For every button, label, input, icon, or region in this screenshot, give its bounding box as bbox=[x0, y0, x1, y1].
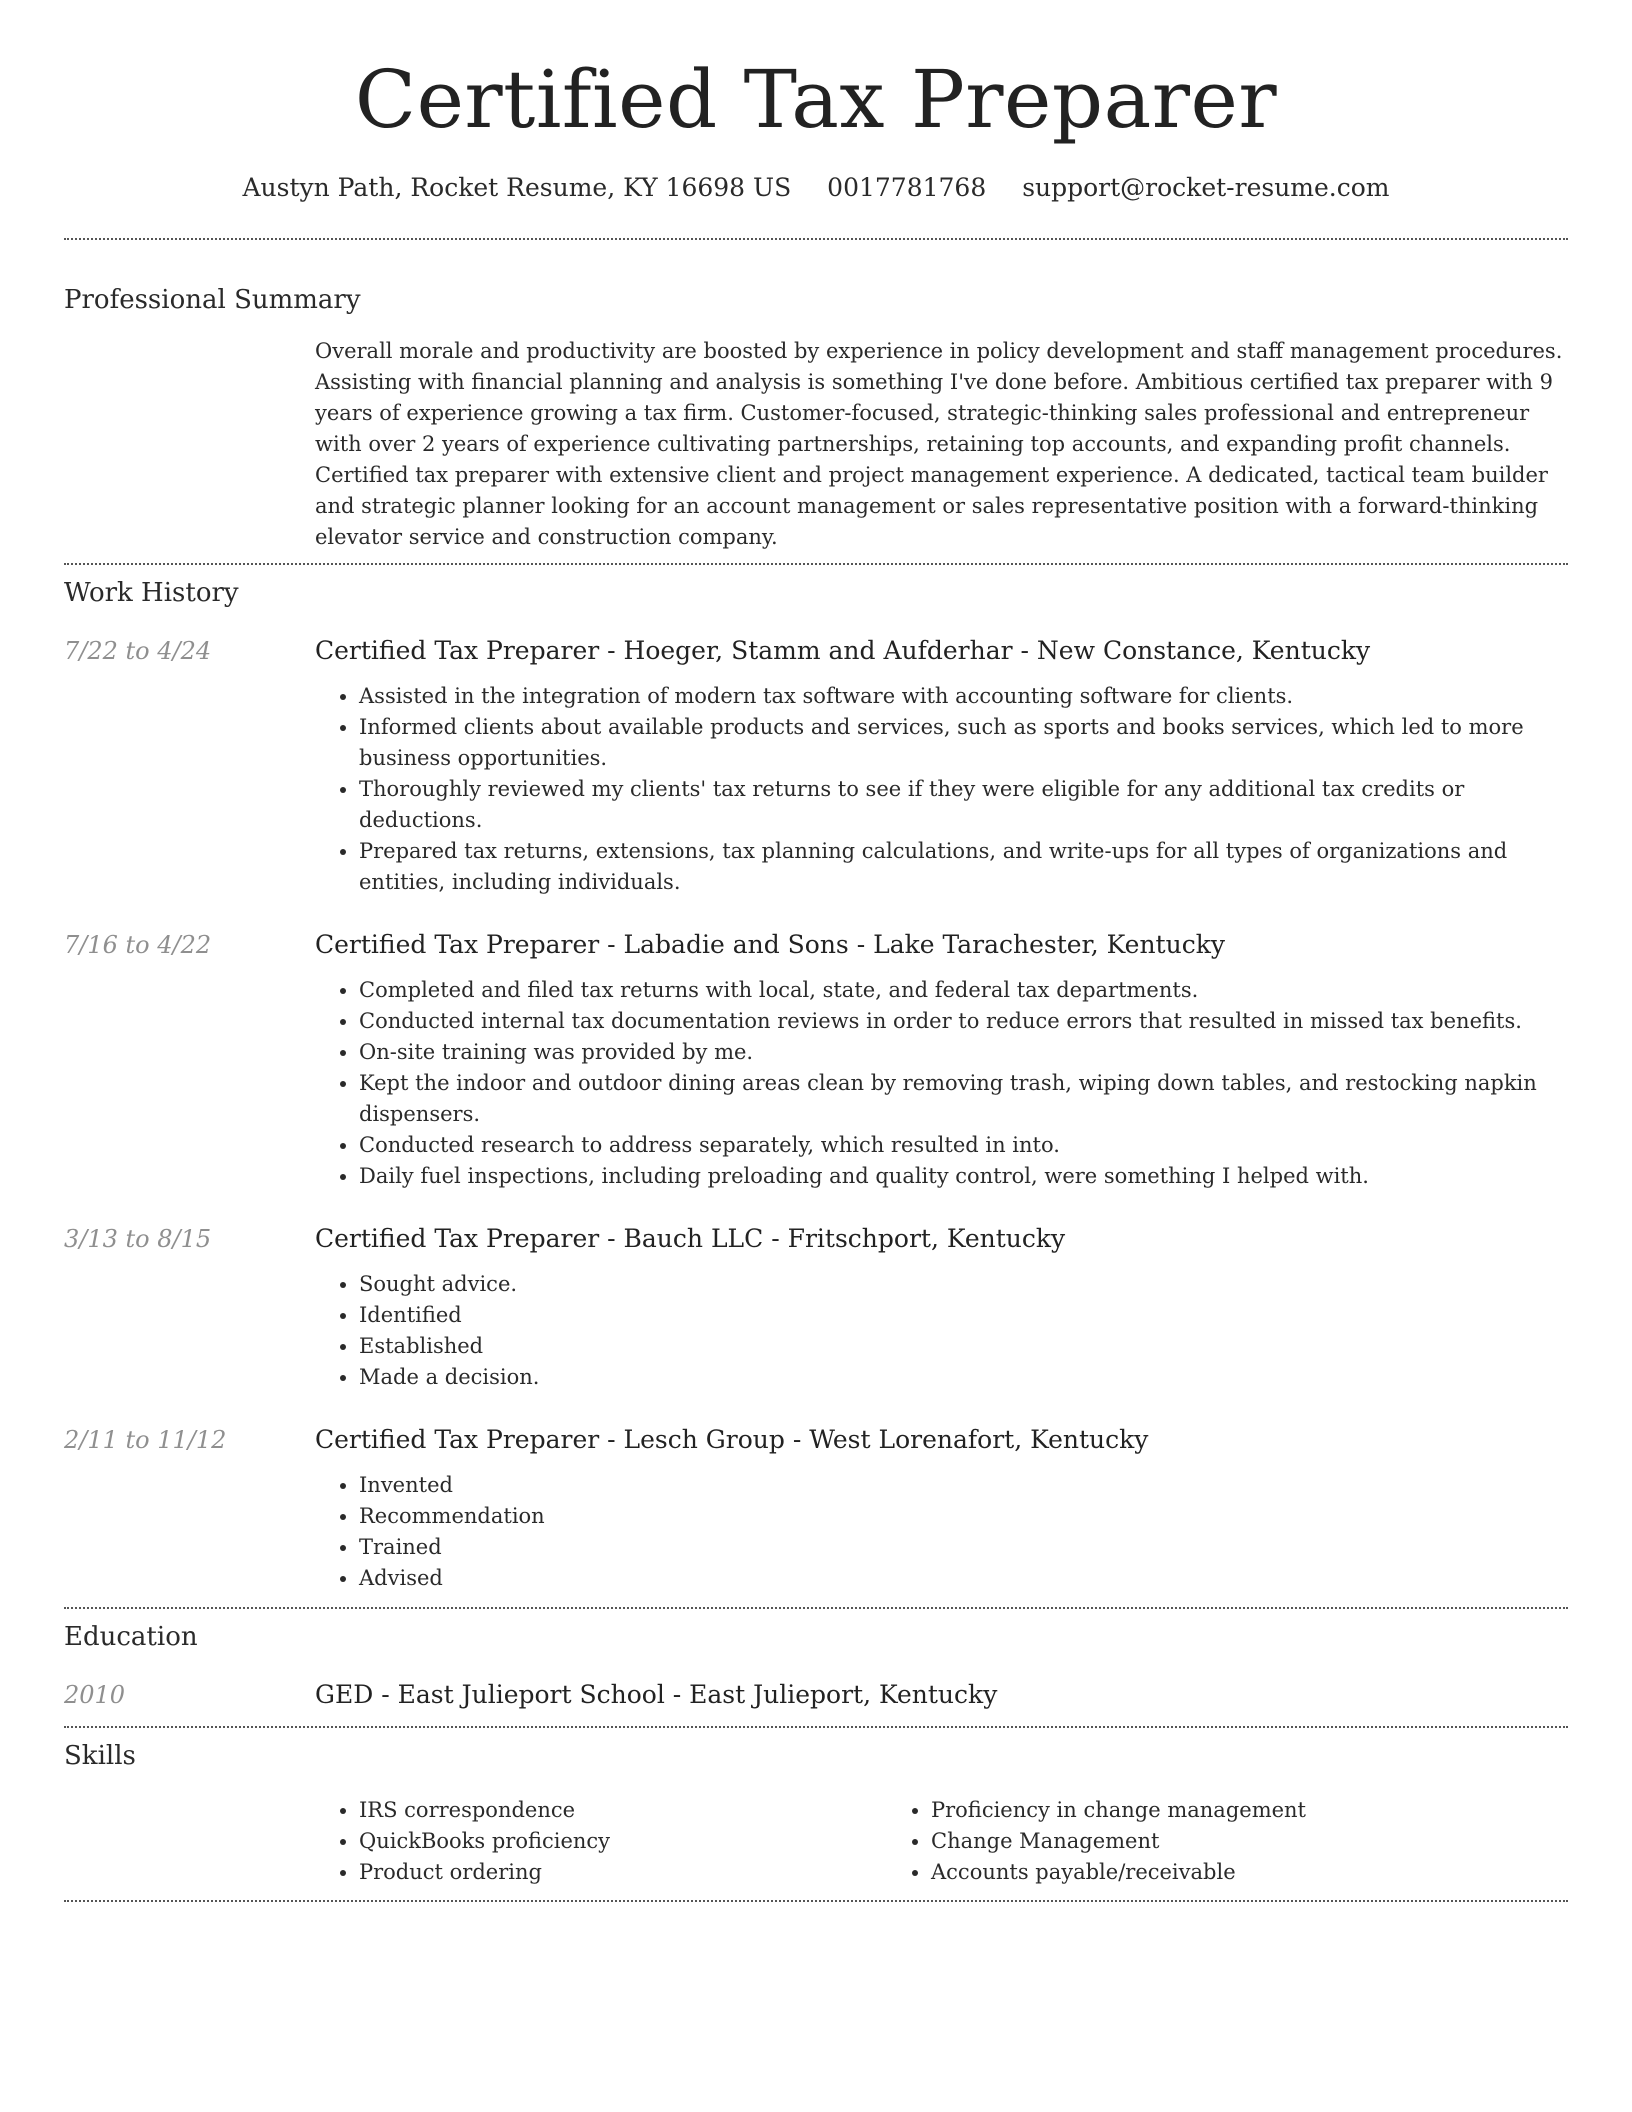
skill-item: • Change Management bbox=[931, 1826, 1568, 1857]
skill-item: • Proficiency in change management bbox=[931, 1795, 1568, 1826]
job-body bbox=[315, 634, 1568, 898]
skill-item: • QuickBooks proficiency bbox=[359, 1826, 887, 1857]
section-title-summary: Professional Summary bbox=[64, 285, 361, 315]
education-year: 2010 bbox=[64, 1681, 126, 1709]
skills-section bbox=[64, 1728, 1568, 1888]
work-history-section bbox=[64, 565, 1568, 1607]
job-bullet: • Invented bbox=[359, 1470, 1568, 1501]
education-section bbox=[64, 1609, 1568, 1712]
job-entry bbox=[64, 634, 1568, 898]
summary-section bbox=[64, 240, 1568, 553]
job-bullet: • Established bbox=[359, 1331, 1568, 1362]
section-title-education: Education bbox=[64, 1622, 198, 1652]
section-title-skills: Skills bbox=[64, 1741, 136, 1771]
skills-list-right bbox=[887, 1795, 1568, 1888]
job-bullet: • Made a decision. bbox=[359, 1362, 1568, 1393]
job-body bbox=[315, 928, 1568, 1192]
job-bullet: • Completed and filed tax returns with local, state, and federal tax departments. bbox=[359, 975, 1568, 1006]
job-dates: 7/16 to 4/22 bbox=[64, 931, 212, 959]
job-entry bbox=[64, 928, 1568, 1192]
education-heading: GED - East Julieport School - East Julieport, Kentucky bbox=[315, 1680, 998, 1709]
job-bullet: • Advised bbox=[359, 1563, 1568, 1594]
education-entry bbox=[64, 1678, 1568, 1712]
job-body bbox=[315, 1423, 1568, 1594]
contact-phone: 0017781768 bbox=[827, 173, 987, 202]
skill-item: • IRS correspondence bbox=[359, 1795, 887, 1826]
job-bullet: • Trained bbox=[359, 1532, 1568, 1563]
job-heading: Certified Tax Preparer - Hoeger, Stamm and Aufderhar - New Constance, Kentucky bbox=[315, 636, 1371, 665]
job-bullet: • Conducted research to address separately, which resulted in into. bbox=[359, 1130, 1568, 1161]
job-heading: Certified Tax Preparer - Bauch LLC - Fritschport, Kentucky bbox=[315, 1224, 1066, 1253]
job-bullets bbox=[315, 1470, 1568, 1594]
job-dates: 7/22 to 4/24 bbox=[64, 637, 212, 665]
job-dates: 3/13 to 8/15 bbox=[64, 1225, 212, 1253]
contact-address: Austyn Path, Rocket Resume, KY 16698 US bbox=[242, 173, 792, 202]
job-bullet: • Assisted in the integration of modern tax software with accounting software for clients. bbox=[359, 681, 1568, 712]
skill-item: • Accounts payable/receivable bbox=[931, 1857, 1568, 1888]
job-bullet: • Sought advice. bbox=[359, 1269, 1568, 1300]
skill-item: • Product ordering bbox=[359, 1857, 887, 1888]
job-bullets bbox=[315, 975, 1568, 1192]
job-dates: 2/11 to 11/12 bbox=[64, 1426, 227, 1454]
divider bbox=[64, 1900, 1568, 1902]
resume-name: Certified Tax Preparer bbox=[354, 53, 1278, 146]
contact-line bbox=[64, 172, 1568, 204]
job-bullets bbox=[315, 1269, 1568, 1393]
job-heading: Certified Tax Preparer - Lesch Group - West Lorenafort, Kentucky bbox=[315, 1425, 1149, 1454]
job-bullets bbox=[315, 681, 1568, 898]
job-bullet: • Informed clients about available products and services, such as sports and books services, which led to more business opportunities. bbox=[359, 712, 1568, 774]
section-title-work-history: Work History bbox=[64, 578, 239, 608]
job-heading: Certified Tax Preparer - Labadie and Sons - Lake Tarachester, Kentucky bbox=[315, 930, 1225, 959]
job-bullet: • Identified bbox=[359, 1300, 1568, 1331]
job-bullet: • Prepared tax returns, extensions, tax planning calculations, and write-ups for all types of organizations and entities, including individuals. bbox=[359, 836, 1568, 898]
job-bullet: • Daily fuel inspections, including preloading and quality control, were something I helped with. bbox=[359, 1161, 1568, 1192]
job-bullet: • Thoroughly reviewed my clients' tax returns to see if they were eligible for any additional tax credits or deductions. bbox=[359, 774, 1568, 836]
contact-email: support@rocket-resume.com bbox=[1022, 173, 1390, 202]
job-body bbox=[315, 1222, 1568, 1393]
skills-columns bbox=[315, 1795, 1568, 1888]
job-bullet: • Recommendation bbox=[359, 1501, 1568, 1532]
section-spacer bbox=[64, 1594, 1568, 1607]
job-bullet: • Kept the indoor and outdoor dining areas clean by removing trash, wiping down tables, and restocking napkin dispensers. bbox=[359, 1068, 1568, 1130]
summary-text: Overall morale and productivity are boosted by experience in policy development and staff management procedures. Assisting with financial planning and analysis is something I've done before. Ambitious certified tax preparer with 9 years of experience growing a tax firm. Customer-focused, strategic-thinking sales professional and entrepreneur with over 2 years of experience cultivating partnerships, retaining top accounts, and expanding profit channels. Certified tax preparer with extensive client and project management experience. A dedicated, tactical team builder and strategic planner looking for an account management or sales representative position with a forward-thinking elevator service and construction company. bbox=[315, 339, 1563, 549]
job-entry bbox=[64, 1423, 1568, 1594]
job-entry bbox=[64, 1222, 1568, 1393]
job-bullet: • Conducted internal tax documentation reviews in order to reduce errors that resulted in missed tax benefits. bbox=[359, 1006, 1568, 1037]
job-bullet: • On-site training was provided by me. bbox=[359, 1037, 1568, 1068]
skills-list-left bbox=[315, 1795, 887, 1888]
